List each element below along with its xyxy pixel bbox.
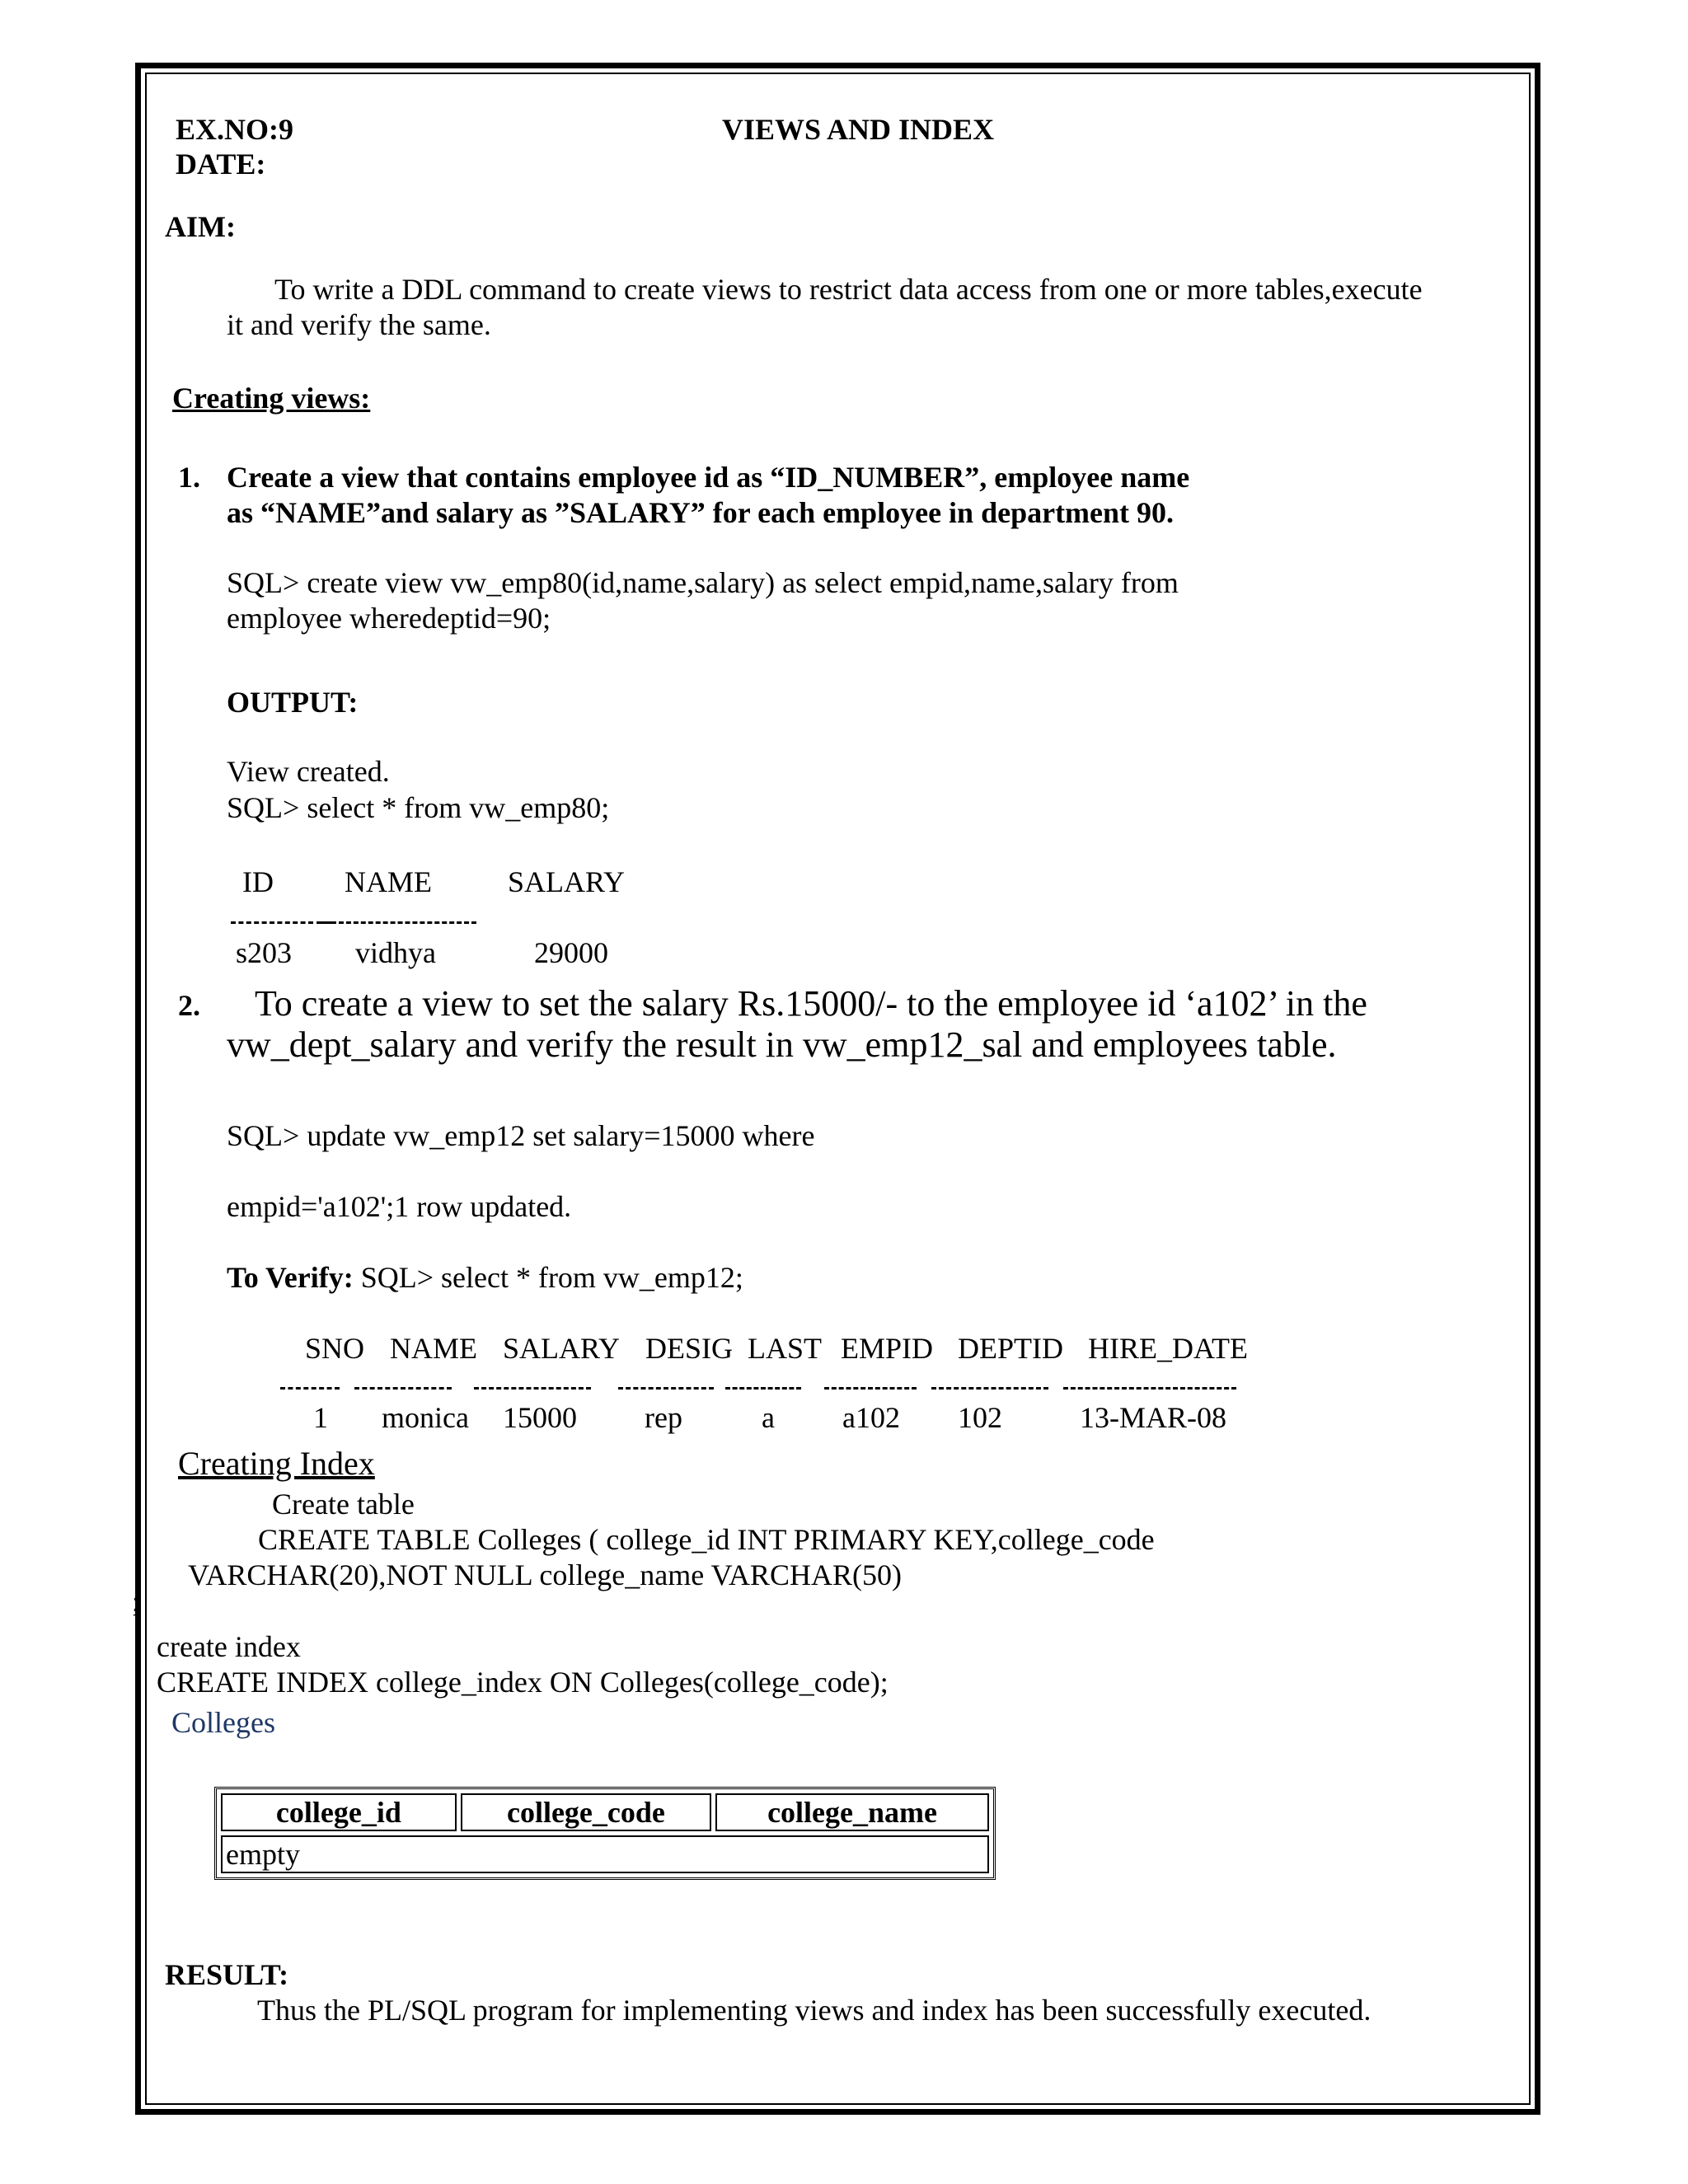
q2-table-cell: rep bbox=[645, 1401, 682, 1434]
q2-verify-sql: SQL> select * from vw_emp12; bbox=[353, 1261, 743, 1294]
q2-table-divider bbox=[725, 1387, 801, 1390]
q1-text-line1: Create a view that contains employee id as “ID_NUMBER”, employee name bbox=[227, 461, 1190, 494]
creating-views-heading: Creating views: bbox=[172, 382, 371, 415]
q1-sql-line1: SQL> create view vw_emp80(id,name,salary) as select empid,name,salary from bbox=[227, 566, 1179, 599]
empty-cell: empty bbox=[221, 1835, 989, 1873]
q2-table-divider bbox=[280, 1387, 340, 1390]
creating-index-heading: Creating Index bbox=[178, 1445, 375, 1482]
q2-table-cell: a102 bbox=[842, 1401, 900, 1434]
q2-text-line2: vw_dept_salary and verify the result in vw_emp12_sal and employees table. bbox=[227, 1024, 1337, 1065]
q1-table-header: ID bbox=[242, 865, 274, 898]
create-table-sql-line2: VARCHAR(20),NOT NULL college_name VARCHAR(50) bbox=[188, 1558, 902, 1591]
page-title: VIEWS AND INDEX bbox=[722, 113, 995, 146]
q2-table-cell: 15000 bbox=[503, 1401, 577, 1434]
q2-table-cell: monica bbox=[382, 1401, 469, 1434]
aim-heading: AIM: bbox=[165, 210, 236, 243]
result-text: Thus the PL/SQL program for implementing views and index has been successfully executed. bbox=[257, 1994, 1372, 2027]
q2-table-divider bbox=[1063, 1387, 1236, 1390]
q2-table-cell: 102 bbox=[958, 1401, 1002, 1434]
colleges-table bbox=[214, 1787, 996, 1880]
q1-number: 1. bbox=[178, 461, 200, 494]
q2-table-header: SALARY bbox=[503, 1332, 621, 1365]
create-index-label: create index bbox=[157, 1630, 301, 1663]
q2-table-header: NAME bbox=[390, 1332, 477, 1365]
q1-table-divider bbox=[331, 921, 476, 924]
q2-verify-label: To Verify: bbox=[227, 1261, 354, 1294]
q1-output-label: OUTPUT: bbox=[227, 686, 359, 719]
q2-sql-line2: empid='a102';1 row updated. bbox=[227, 1190, 572, 1223]
q2-table-header: DESIG bbox=[645, 1332, 733, 1365]
q1-table-divider bbox=[231, 921, 313, 924]
table-row bbox=[221, 1835, 989, 1873]
q1-table-divider bbox=[316, 921, 331, 924]
date-label: DATE: bbox=[176, 148, 266, 180]
q1-table-cell: vidhya bbox=[355, 936, 436, 969]
aim-text-line2: it and verify the same. bbox=[227, 308, 491, 341]
table-name-label: Colleges bbox=[171, 1706, 275, 1739]
q1-sql-line2: employee wheredeptid=90; bbox=[227, 602, 551, 635]
exercise-number: EX.NO:9 bbox=[176, 113, 293, 146]
q2-text-line1: To create a view to set the salary Rs.15000/- to the employee id ‘a102’ in the bbox=[255, 983, 1367, 1024]
q1-table-cell: s203 bbox=[236, 936, 293, 969]
create-index-sql: CREATE INDEX college_index ON Colleges(college_code); bbox=[157, 1666, 889, 1699]
q1-table-header: NAME bbox=[345, 865, 432, 898]
q2-table-header: HIRE_DATE bbox=[1088, 1332, 1248, 1365]
q2-table-header: DEPTID bbox=[958, 1332, 1063, 1365]
column-header-college-id: college_id bbox=[221, 1793, 457, 1831]
q2-table-divider bbox=[474, 1387, 591, 1390]
q2-sql-line1: SQL> update vw_emp12 set salary=15000 where bbox=[227, 1119, 815, 1152]
q1-table-header: SALARY bbox=[508, 865, 626, 898]
create-table-label: Create table bbox=[272, 1488, 415, 1521]
q2-table-cell: a bbox=[762, 1401, 775, 1434]
q2-table-header: LAST bbox=[748, 1332, 822, 1365]
q2-table-header: SNO bbox=[305, 1332, 365, 1365]
table-header-row bbox=[221, 1793, 989, 1831]
q1-output-line2: SQL> select * from vw_emp80; bbox=[227, 791, 610, 824]
column-header-college-name: college_name bbox=[715, 1793, 989, 1831]
q2-table-cell: 1 bbox=[313, 1401, 328, 1434]
q2-table-divider bbox=[354, 1387, 452, 1390]
q2-table-cell: 13-MAR-08 bbox=[1080, 1401, 1226, 1434]
q2-table-divider bbox=[824, 1387, 917, 1390]
q1-output-line1: View created. bbox=[227, 755, 390, 788]
q2-verify-line bbox=[227, 1263, 743, 1292]
q1-table-cell: 29000 bbox=[534, 936, 608, 969]
q2-table-header: EMPID bbox=[841, 1332, 934, 1365]
q2-number: 2. bbox=[178, 989, 200, 1022]
create-table-sql-line1: CREATE TABLE Colleges ( college_id INT PRIMARY KEY,college_code bbox=[258, 1523, 1155, 1556]
q2-table-divider bbox=[931, 1387, 1048, 1390]
stray-semicolon: ; bbox=[132, 1585, 141, 1618]
result-heading: RESULT: bbox=[165, 1958, 289, 1991]
column-header-college-code: college_code bbox=[461, 1793, 711, 1831]
q2-table-divider bbox=[618, 1387, 714, 1390]
q1-text-line2: as “NAME”and salary as ”SALARY” for each employee in department 90. bbox=[227, 496, 1175, 529]
aim-text-line1: To write a DDL command to create views to restrict data access from one or more tables,execute bbox=[274, 273, 1423, 306]
